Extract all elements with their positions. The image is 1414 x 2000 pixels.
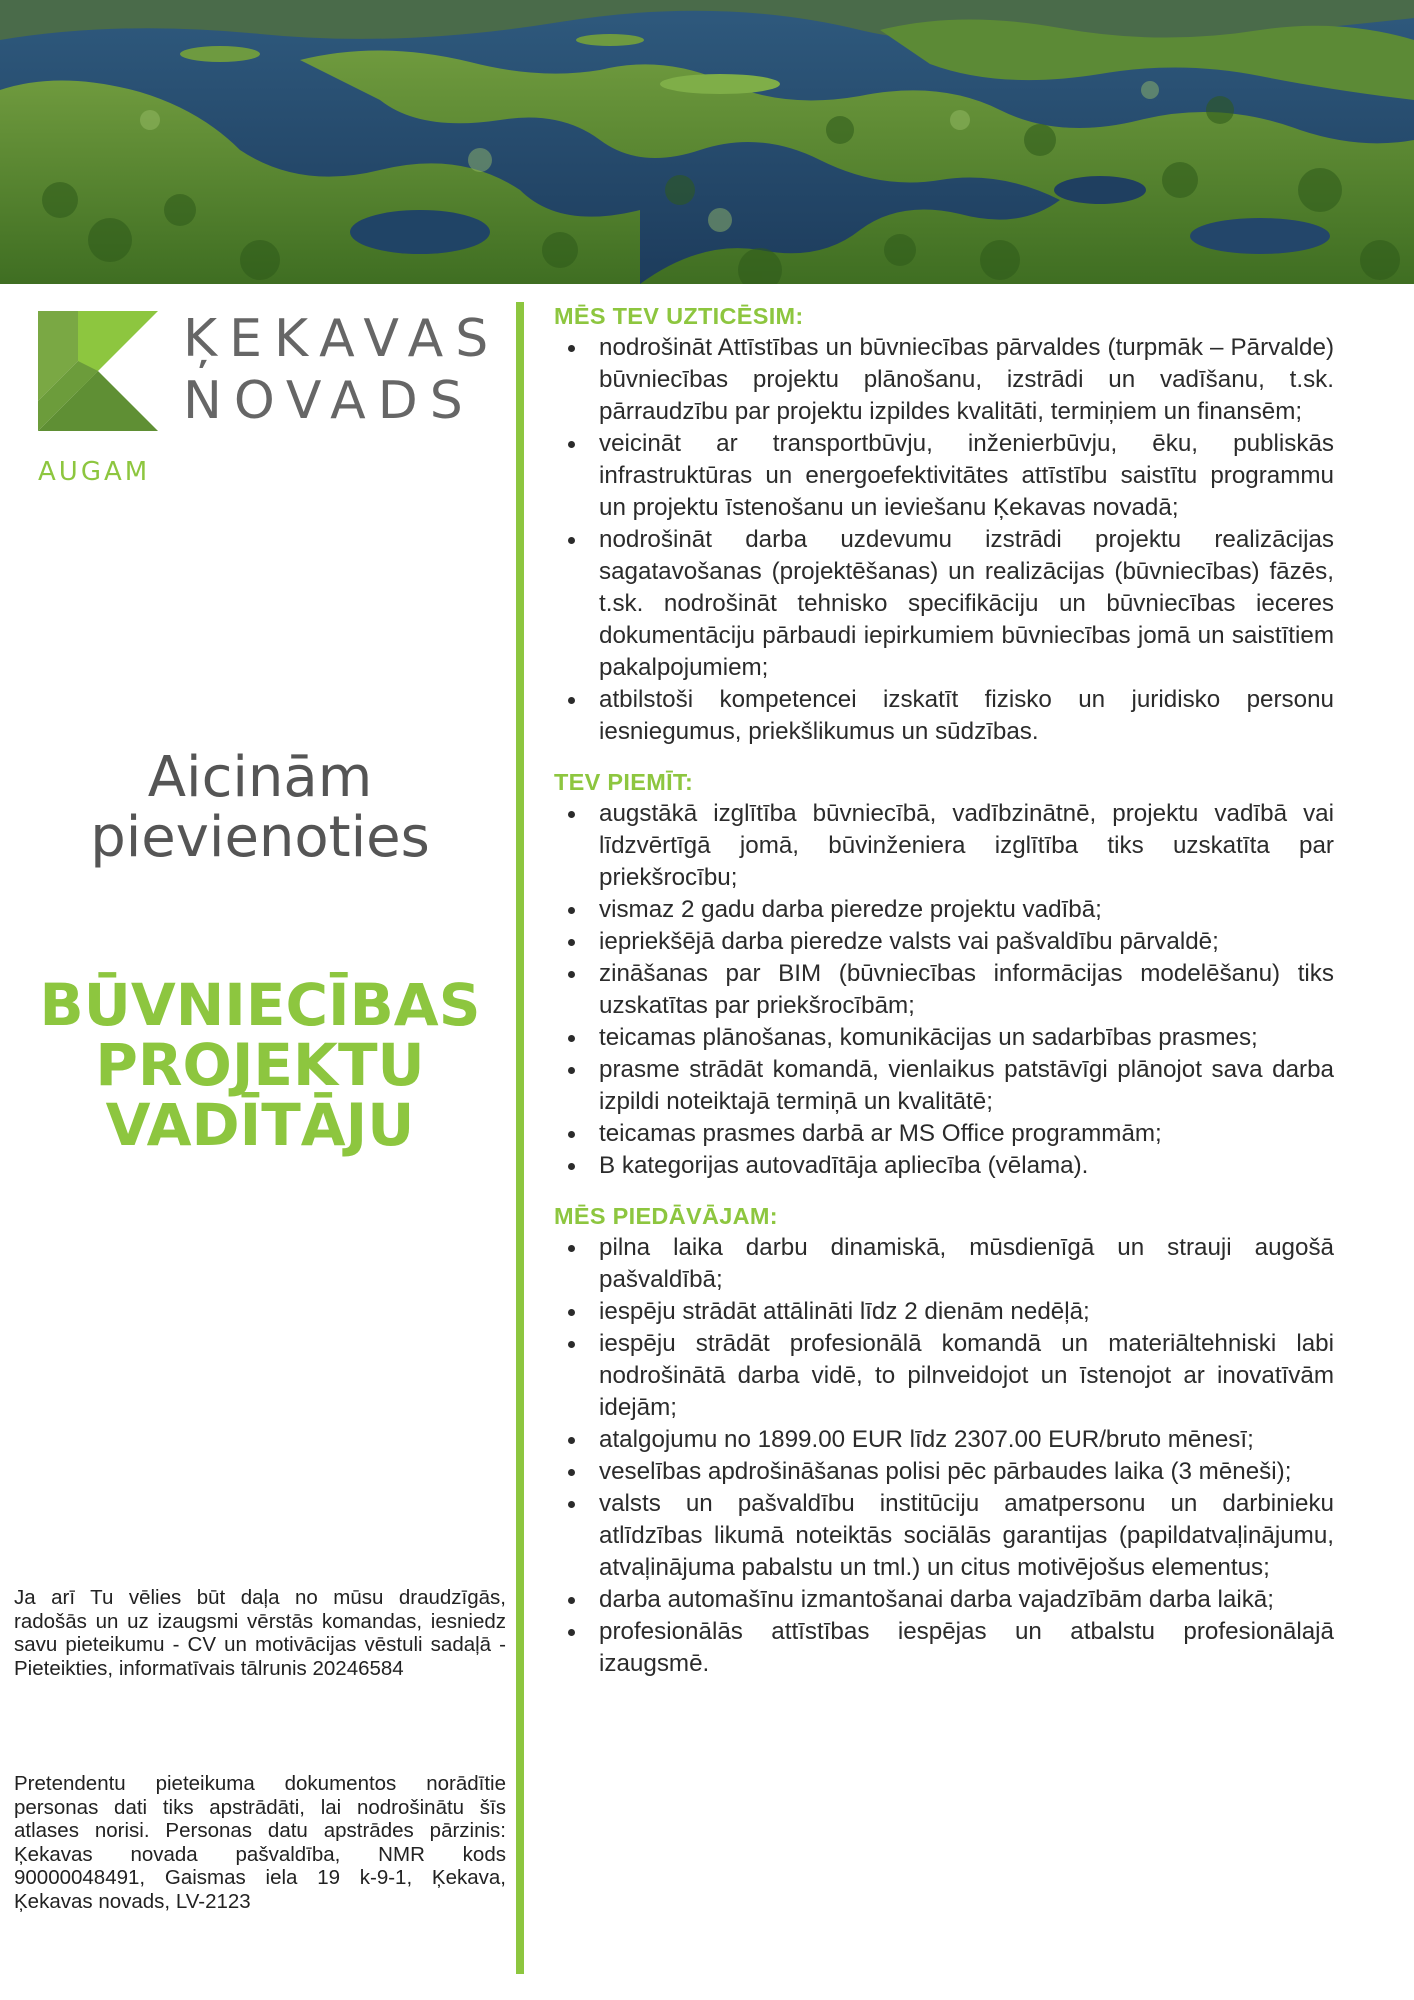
list-item: vismaz 2 gadu darba pieredze projektu vadībā; — [554, 894, 1334, 926]
privacy-notice-text: Pretendentu pieteikuma dokumentos norādītie personas dati tiks apstrādāti, lai nodrošinātu šīs atlases norisi. Personas datu apstrādes pārzinis: Ķekavas novada pašvaldība, NMR kods 90000048491, Gaismas iela 19 k-9-1, Ķekava, Ķekavas novads, LV-2123 — [14, 1772, 506, 1913]
section-offer — [554, 1200, 1334, 1680]
section-duties-title: MĒS TEV UZTICĒSIM: — [554, 303, 804, 329]
list-item: veicināt ar transportbūvju, inženierbūvju, ēku, publiskās infrastruktūras un energoefektivitātes attīstību saistītu programmu un projektu īstenošanu un ieviešanu Ķekavas novadā; — [554, 428, 1334, 524]
section-requirements-title: TEV PIEMĪT: — [554, 769, 694, 795]
hero-landscape-image — [0, 0, 1414, 284]
list-item: nodrošināt darba uzdevumu izstrādi projektu realizācijas sagatavošanas (projektēšanas) un realizācijas (būvniecības) fāzēs, t.sk. nodrošināt tehnisko specifikāciju un būvniecības ieceres dokumentāciju pārbaudi iepirkumiem būvniecības jomā un saistītiem pakalpojumiem; — [554, 524, 1334, 684]
list-item: augstākā izglītība būvniecībā, vadībzinātnē, projektu vadībā vai līdzvērtīgā jomā, būvinženiera izglītība tiks uzskatīta par priekšrocību; — [554, 798, 1334, 894]
list-item: pilna laika darbu dinamiskā, mūsdienīgā un strauji augošā pašvaldībā; — [554, 1232, 1334, 1296]
list-item: atalgojumu no 1899.00 EUR līdz 2307.00 EUR/bruto mēnesī; — [554, 1424, 1334, 1456]
kekava-k-logo-icon — [38, 311, 158, 431]
section-offer-title: MĒS PIEDĀVĀJAM: — [554, 1203, 778, 1229]
logo-text-novads: NOVADS — [183, 371, 475, 431]
offer-list — [554, 1232, 1334, 1680]
list-item: veselības apdrošināšanas polisi pēc pārbaudes laika (3 mēneši); — [554, 1456, 1334, 1488]
invite-heading — [40, 745, 480, 870]
section-requirements — [554, 766, 1334, 1182]
landscape-illustration — [0, 0, 1414, 284]
list-item: teicamas prasmes darbā ar MS Office programmām; — [554, 1118, 1334, 1150]
list-item: B kategorijas autovadītāja apliecība (vēlama). — [554, 1150, 1334, 1182]
logo-tagline: AUGAM — [38, 457, 151, 487]
list-item: atbilstoši kompetencei izskatīt fizisko un juridisko personu iesniegumus, priekšlikumus un sūdzības. — [554, 684, 1334, 748]
list-item: darba automašīnu izmantošanai darba vajadzībām darba laikā; — [554, 1584, 1334, 1616]
list-item: teicamas plānošanas, komunikācijas un sadarbības prasmes; — [554, 1022, 1334, 1054]
position-title-line-2: PROJEKTU — [95, 1031, 425, 1099]
section-duties — [554, 300, 1334, 748]
position-title-line-3: VADĪTĀJU — [105, 1091, 415, 1159]
invite-line-1: Aicinām — [147, 745, 373, 810]
kekava-logo — [33, 305, 501, 495]
requirements-list — [554, 798, 1334, 1182]
list-item: profesionālās attīstības iespējas un atbalstu profesionālajā izaugsmē. — [554, 1616, 1334, 1680]
application-info-text: Ja arī Tu vēlies būt daļa no mūsu draudzīgās, radošās un uz izaugsmi vērstās komandas, iesniedz savu pieteikumu - CV un motivācijas vēstuli sadaļā - Pieteikties, informatīvais tālrunis 20246584 — [14, 1586, 506, 1680]
invite-line-2: pievienoties — [90, 805, 430, 870]
job-description — [554, 300, 1334, 1698]
logo-text-kekavas: ĶEKAVAS — [183, 309, 501, 369]
duties-list — [554, 332, 1334, 748]
position-title-line-1: BŪVNIECĪBAS — [39, 971, 481, 1039]
list-item: iespēju strādāt attālināti līdz 2 dienām nedēļā; — [554, 1296, 1334, 1328]
list-item: nodrošināt Attīstības un būvniecības pārvaldes (turpmāk – Pārvalde) būvniecības projektu plānošanu, izstrādi un vadīšanu, t.sk. pārraudzību par projektu izpildes kvalitāti, termiņiem un finansēm; — [554, 332, 1334, 428]
list-item: iepriekšējā darba pieredze valsts vai pašvaldību pārvaldē; — [554, 926, 1334, 958]
list-item: zināšanas par BIM (būvniecības informācijas modelēšanu) tiks uzskatītas par priekšrocībām; — [554, 958, 1334, 1022]
list-item: valsts un pašvaldību institūciju amatpersonu un darbinieku atlīdzības likumā noteiktās sociālās garantijas (papildatvaļinājumu, atvaļinājuma pabalstu un tml.) un citus motivējošus elementus; — [554, 1488, 1334, 1584]
list-item: iespēju strādāt profesionālā komandā un materiāltehniski labi nodrošinātā darba vidē, to pilnveidojot un īstenojot ar inovatīvām idejām; — [554, 1328, 1334, 1424]
list-item: prasme strādāt komandā, vienlaikus patstāvīgi plānojot sava darba izpildi noteiktajā termiņā un kvalitātē; — [554, 1054, 1334, 1118]
position-title — [20, 971, 500, 1159]
green-divider — [516, 302, 524, 1974]
